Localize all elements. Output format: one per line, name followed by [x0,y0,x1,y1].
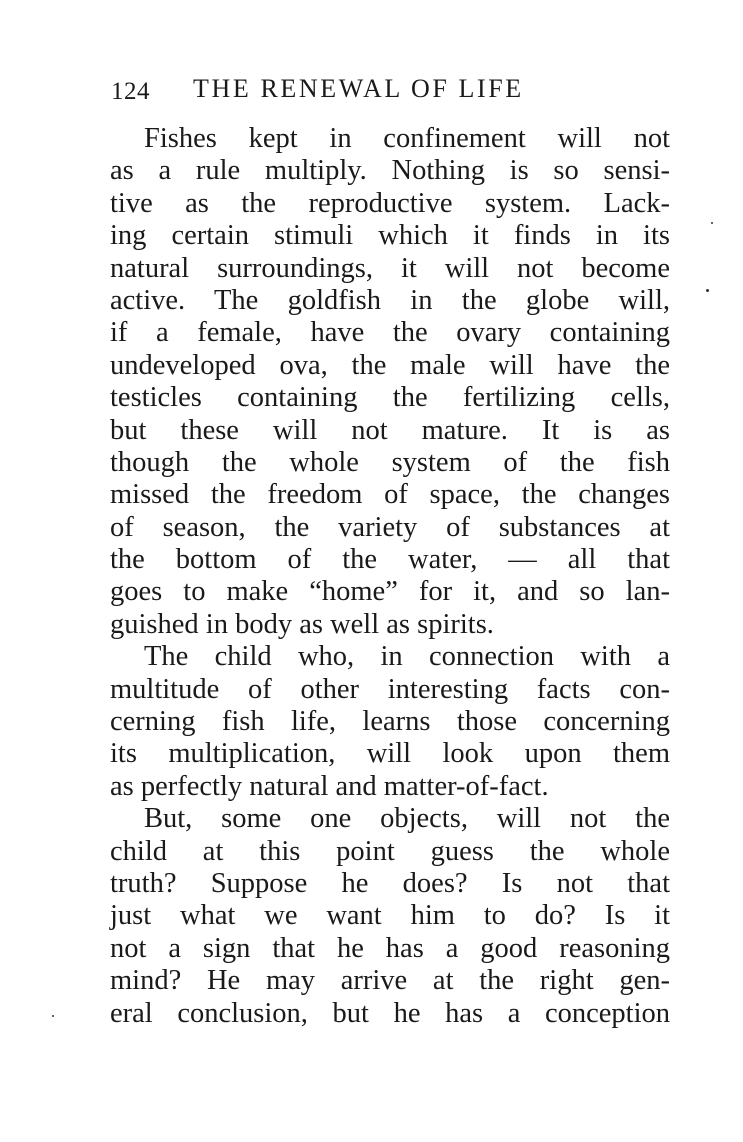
text-line: truth? Suppose he does? Is not that [110,867,670,899]
text-line: as a rule multiply. Nothing is so sensi- [110,155,670,187]
text-line: not a sign that he has a good reasoning [110,932,670,964]
body-text [110,123,670,1030]
text-line: ing certain stimuli which it finds in its [110,220,670,252]
text-line: undeveloped ova, the male will have the [110,349,670,381]
text-line: its multiplication, will look upon them [110,738,670,770]
text-line: tive as the reproductive system. Lack- [110,187,670,219]
text-line: of season, the variety of substances at [110,511,670,543]
text-line: The child who, in connection with a [144,641,670,673]
text-line: natural surroundings, it will not become [110,252,670,284]
text-line: missed the freedom of space, the changes [110,479,670,511]
text-line: Fishes kept in confinement will not [144,123,670,154]
text-line: active. The goldfish in the globe will, [110,284,670,316]
text-line: cerning fish life, learns those concerning [110,706,670,738]
text-line: just what we want him to do? Is it [110,900,670,932]
text-line: goes to make “home” for it, and so lan- [110,576,670,608]
text-line: but these will not mature. It is as [110,414,670,446]
text-line: multitude of other interesting facts con- [110,673,670,705]
scan-speck [711,222,713,224]
running-head [111,74,671,108]
scan-speck [52,1015,54,1017]
text-line: guished in body as well as spirits. [110,608,494,640]
text-line: testicles containing the fertilizing cells, [110,382,670,414]
text-line: child at this point guess the whole [110,835,670,867]
running-title: THE RENEWAL OF LIFE [193,74,524,103]
text-line: mind? He may arrive at the right gen- [110,965,670,997]
text-line: though the whole system of the fish [110,446,670,478]
text-line: if a female, have the ovary containing [110,317,670,349]
text-line: But, some one objects, will not the [144,803,670,835]
page-number: 124 [111,78,150,105]
text-line: the bottom of the water, — all that [110,544,670,576]
text-line: as perfectly natural and matter-of-fact. [110,770,549,802]
scan-speck [706,289,709,292]
text-line: eral conclusion, but he has a conception [110,997,670,1029]
